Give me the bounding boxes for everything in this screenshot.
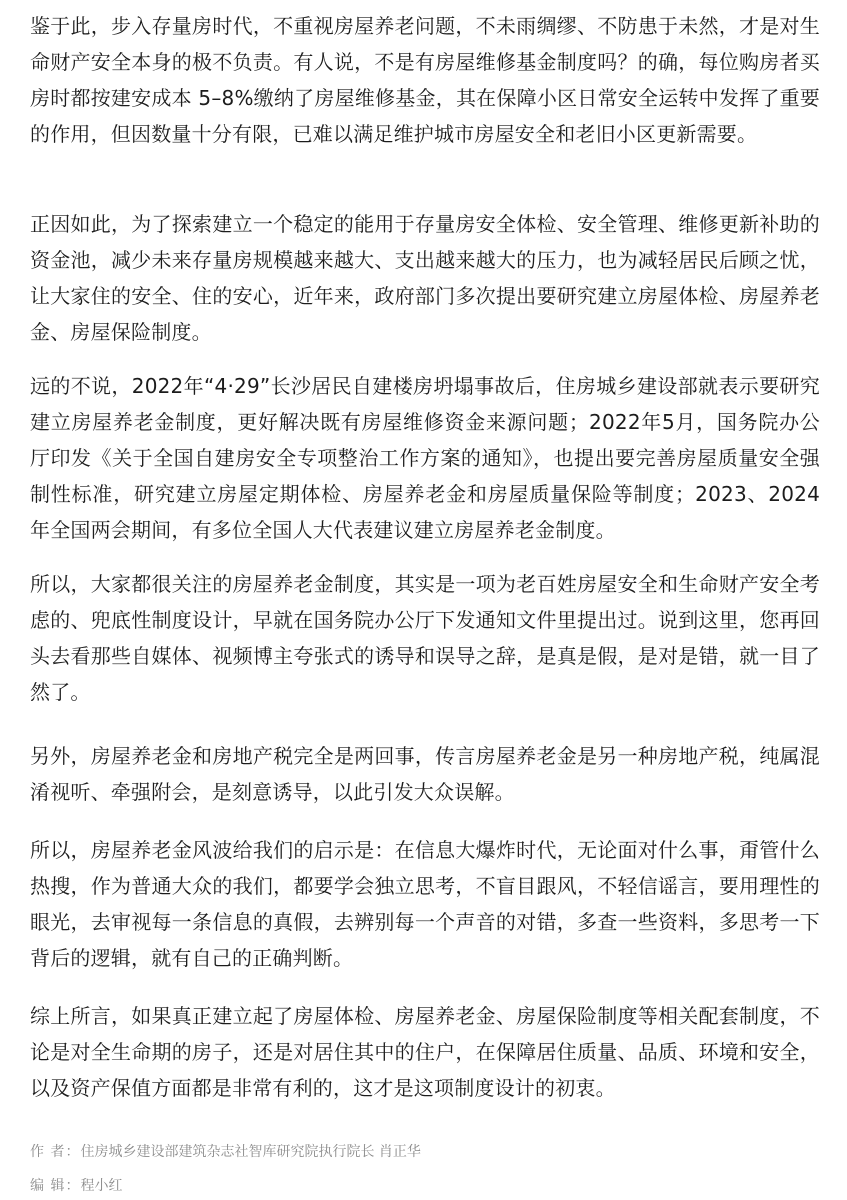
author-label: 作 者： xyxy=(30,1144,81,1160)
editor-label: 编 辑： xyxy=(30,1178,81,1194)
author-value: 住房城乡建设部建筑杂志社智库研究院执行院长 肖正华 xyxy=(80,1144,421,1160)
paragraph-5: 另外，房屋养老金和房地产税完全是两回事，传言房屋养老金是另一种房地产税，纯属混淆视听、牵强附会，是刻意诱导，以此引发大众误解。 xyxy=(30,744,820,804)
paragraph-3: 远的不说，2022年“4·29”长沙居民自建楼房坍塌事故后，住房城乡建设部就表示要研究建立房屋养老金制度，更好解决既有房屋维修资金来源问题；2022年5月，国务院办公厅印发《关于全国自建房安全专项整治工作方案的通知》，也提出要完善房屋质量安全强制性标准，研究建立房屋定期体检、房屋养老金和房屋质量保险等制度；2023、2024年全国两会期间，有多位全国人大代表建议建立房屋养老金制度。 xyxy=(30,374,820,542)
editor-line xyxy=(30,1176,122,1196)
editor-value: 程小红 xyxy=(80,1178,123,1194)
paragraph-6: 所以，房屋养老金风波给我们的启示是：在信息大爆炸时代，无论面对什么事，甭管什么热搜，作为普通大众的我们，都要学会独立思考，不盲目跟风，不轻信谣言，要用理性的眼光，去审视每一条信息的真假，去辨别每一个声音的对错，多查一些资料，多思考一下背后的逻辑，就有自己的正确判断。 xyxy=(30,838,820,970)
paragraph-7: 综上所言，如果真正建立起了房屋体检、房屋养老金、房屋保险制度等相关配套制度，不论是对全生命期的房子，还是对居住其中的住户，在保障居住质量、品质、环境和安全，以及资产保值方面都是非常有利的，这才是这项制度设计的初衷。 xyxy=(30,1004,820,1100)
author-line xyxy=(30,1142,421,1162)
paragraph-4: 所以，大家都很关注的房屋养老金制度，其实是一项为老百姓房屋安全和生命财产安全考虑的、兜底性制度设计，早就在国务院办公厅下发通知文件里提出过。说到这里，您再回头去看那些自媒体、视频博主夸张式的诱导和误导之辞，是真是假，是对是错，就一目了然了。 xyxy=(30,572,820,704)
paragraph-2: 正因如此，为了探索建立一个稳定的能用于存量房安全体检、安全管理、维修更新补助的资金池，减少未来存量房规模越来越大、支出越来越大的压力，也为减轻居民后顾之忧，让大家住的安全、住的安心，近年来，政府部门多次提出要研究建立房屋体检、房屋养老金、房屋保险制度。 xyxy=(30,212,820,344)
paragraph-1: 鉴于此，步入存量房时代，不重视房屋养老问题，不未雨绸缪、不防患于未然，才是对生命财产安全本身的极不负责。有人说，不是有房屋维修基金制度吗？的确，每位购房者买房时都按建安成本 5–8%缴纳了房屋维修基金，其在保障小区日常安全运转中发挥了重要的作用，但因数量十分有限，已难以满足维护城市房屋安全和老旧小区更新需要。 xyxy=(30,14,820,146)
